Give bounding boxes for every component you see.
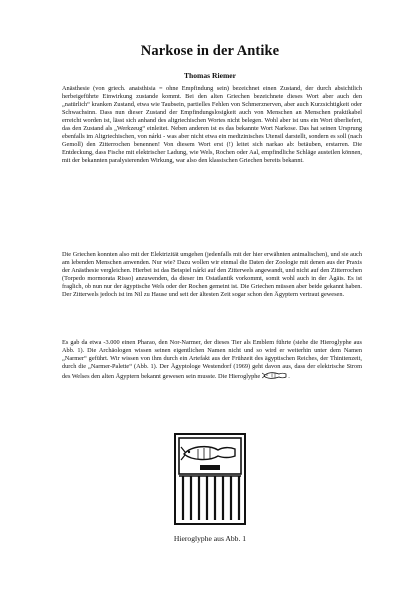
figure-caption: Hieroglyphe aus Abb. 1 [173,534,247,543]
catfish-hieroglyph-icon [262,371,288,380]
paragraph-1: Anästhesie (von griech. anaisthisia = ohne Empfindung sein) bezeichnet einen Zustand, der durch absichtlich herbeigeführte Einwirkung zustande kommt. Bei den alten Griechen bezeichnete dieses Wort aber auch den „natürlich“ kranken Zustand, etwa wie Taubsein, partielles Fehlen von Schmerznerven, aber auch Kurzsichtigkeit oder Schwachsinn. Dass nun dieser Zustand der Empfindungslosigkeit auch von Menschen an Menschen praktikabel erreicht worden ist, lässt sich anhand des altgriechischen Wortes nicht belegen. Wohl aber ist uns ein Wort überliefert, das den Zustand als „Werkzeug“ einleitet. Neben anderen ist es das bekannte Wort Narkose. Das hat seinen Ursprung ebenfalls im Altgriechischen, von nárki - was aber nicht etwa ein medizinisches Utensil darstellt, sondern es soll (nach Gemoll) den Zitterrochen benennen! Von diesem Wort erst (!) leitet sich narkao ab: betäuben, erstarren. Die Entdeckung, dass Fische mit elektrischer Ladung, wie Wels, Rochen oder Aal, empfindliche Schläge austeilen können, mit der bekannten paralysierenden Wirkung, war also den klassischen Griechen bereits bekannt. [62,85,362,165]
paragraph-2: Die Griechen konnten also mit der Elektrizität umgehen (jedenfalls mit der hier erwähnten animalischen), und sie auch am lebenden Menschen anwenden. Nur wie? Dazu wollen wir einmal die Daten der Zoologie mit denen aus der Praxis der Anästhesie vergleichen. Hierbei ist das Beispiel nárki auf den Zitterwels angewandt, und nicht auf den Zitterrochen (Torpedo mormorata Risso) anzuwenden, da dieser im Ostatlantik vorkommt, somit wohl auch in der Ägäis. Es ist fraglich, ob nun nur der ägyptische Wels oder der Rochen gemeint ist. Die Griechen müssen aber beide gekannt haben. Der Zitterwels jedoch ist im Nil zu Hause und seit der ältesten Zeit sogar schon den Ägyptern vertraut gewesen. [62,251,362,299]
article-title: Narkose in der Antike [140,43,280,59]
narmer-serekh-hieroglyph [170,432,250,526]
paragraph-3: Es gab da etwa -3.000 einen Pharao, den Nor-Narmer, der dieses Tier als Emblem führte (siehe die Hieroglyphe aus Abb. 1). Die Archäologen wissen seinen eigentlichen Namen nicht und so wird er weiterhin unter dem Namen „Narmer“ geführt. Wir wissen von ihm durch ein Artefakt aus der Frühzeit des ägyptischen Reiches, der Thinitenzeit, durch die „Narmer-Palette“ (Abb. 1). Der Ägyptologe Westendorf (1969) geht davon aus, dass der elektrische Strom des Welses den alten Ägyptern bekannt gewesen sein musste. Die Hieroglyphe . [62,339,362,381]
paragraph-3-text: Es gab da etwa -3.000 einen Pharao, den Nor-Narmer, der dieses Tier als Emblem führte (siehe die Hieroglyphe aus Abb. 1). Die Archäologen wissen seinen eigentlichen Namen nicht und so wird er weiterhin unter dem Namen „Narmer“ geführt. Wir wissen von ihm durch ein Artefakt aus der Frühzeit des ägyptischen Reiches, der Thinitenzeit, durch die „Narmer-Palette“ (Abb. 1). Der Ägyptologe Westendorf (1969) geht davon aus, dass der elektrische Strom des Welses den alten Ägyptern bekannt gewesen sein musste. Die Hieroglyphe [62,339,362,381]
author-name: Thomas Riemer [183,71,237,80]
